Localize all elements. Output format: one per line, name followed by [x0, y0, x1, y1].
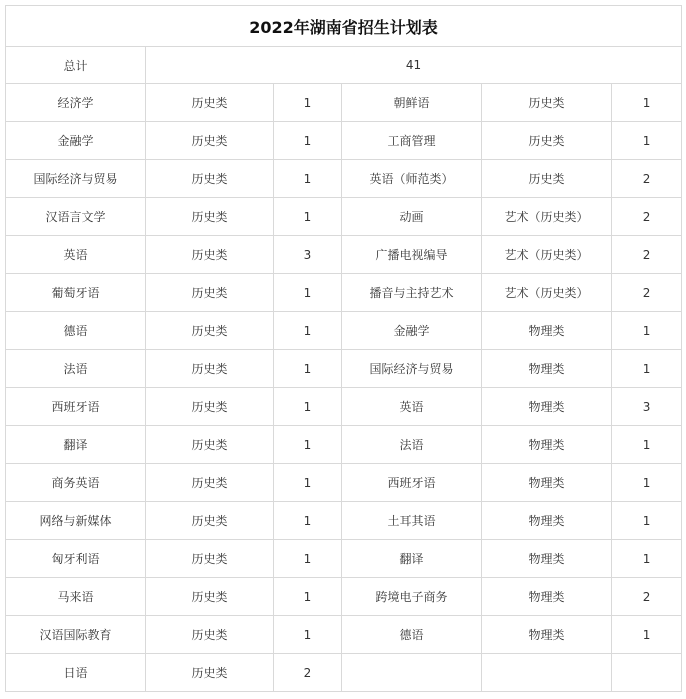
- table-row: [6, 654, 682, 692]
- left-major-cell: 国际经济与贸易: [6, 160, 146, 198]
- left-count-cell: 1: [274, 274, 342, 312]
- right-count-cell: 1: [612, 616, 682, 654]
- left-category-cell: 历史类: [146, 616, 274, 654]
- left-major-cell: 德语: [6, 312, 146, 350]
- table-body: [6, 6, 682, 692]
- left-major-cell: 网络与新媒体: [6, 502, 146, 540]
- right-major-cell: 金融学: [342, 312, 482, 350]
- left-count-cell: 1: [274, 312, 342, 350]
- left-count-cell: 1: [274, 578, 342, 616]
- left-major-cell: 日语: [6, 654, 146, 692]
- right-category-cell: 艺术（历史类）: [482, 274, 612, 312]
- right-count-cell: 2: [612, 160, 682, 198]
- left-category-cell: 历史类: [146, 426, 274, 464]
- left-category-cell: 历史类: [146, 350, 274, 388]
- left-count-cell: 1: [274, 198, 342, 236]
- left-major-cell: 汉语国际教育: [6, 616, 146, 654]
- table-row: [6, 388, 682, 426]
- left-major-cell: 翻译: [6, 426, 146, 464]
- table-row: [6, 502, 682, 540]
- right-major-cell: 国际经济与贸易: [342, 350, 482, 388]
- right-major-cell: 德语: [342, 616, 482, 654]
- total-label: 总计: [6, 47, 146, 84]
- table-row: [6, 274, 682, 312]
- left-category-cell: 历史类: [146, 578, 274, 616]
- total-value: 41: [146, 47, 682, 84]
- right-count-cell: [612, 654, 682, 692]
- right-count-cell: 2: [612, 198, 682, 236]
- right-major-cell: 广播电视编导: [342, 236, 482, 274]
- left-major-cell: 经济学: [6, 84, 146, 122]
- table-row: [6, 616, 682, 654]
- right-major-cell: 土耳其语: [342, 502, 482, 540]
- right-count-cell: 1: [612, 464, 682, 502]
- right-major-cell: 法语: [342, 426, 482, 464]
- right-count-cell: 1: [612, 84, 682, 122]
- left-major-cell: 金融学: [6, 122, 146, 160]
- table-row: [6, 312, 682, 350]
- left-count-cell: 1: [274, 388, 342, 426]
- right-category-cell: 物理类: [482, 426, 612, 464]
- right-category-cell: 历史类: [482, 84, 612, 122]
- right-count-cell: 1: [612, 312, 682, 350]
- left-count-cell: 1: [274, 350, 342, 388]
- left-category-cell: 历史类: [146, 160, 274, 198]
- right-count-cell: 1: [612, 540, 682, 578]
- right-major-cell: 英语（师范类）: [342, 160, 482, 198]
- right-count-cell: 2: [612, 578, 682, 616]
- right-category-cell: 历史类: [482, 122, 612, 160]
- right-category-cell: 物理类: [482, 350, 612, 388]
- right-count-cell: 1: [612, 350, 682, 388]
- left-category-cell: 历史类: [146, 274, 274, 312]
- left-count-cell: 1: [274, 426, 342, 464]
- table-row: [6, 350, 682, 388]
- right-major-cell: 工商管理: [342, 122, 482, 160]
- table-row: [6, 198, 682, 236]
- left-count-cell: 2: [274, 654, 342, 692]
- total-row: [6, 47, 682, 84]
- table-row: [6, 464, 682, 502]
- right-category-cell: 艺术（历史类）: [482, 236, 612, 274]
- left-category-cell: 历史类: [146, 388, 274, 426]
- left-count-cell: 1: [274, 122, 342, 160]
- right-major-cell: 播音与主持艺术: [342, 274, 482, 312]
- table-row: [6, 426, 682, 464]
- right-count-cell: 3: [612, 388, 682, 426]
- right-category-cell: 历史类: [482, 160, 612, 198]
- right-major-cell: 动画: [342, 198, 482, 236]
- left-category-cell: 历史类: [146, 236, 274, 274]
- table-title: 2022年湖南省招生计划表: [6, 6, 682, 47]
- left-major-cell: 马来语: [6, 578, 146, 616]
- left-major-cell: 匈牙利语: [6, 540, 146, 578]
- left-major-cell: 商务英语: [6, 464, 146, 502]
- right-count-cell: 1: [612, 502, 682, 540]
- right-category-cell: 物理类: [482, 464, 612, 502]
- title-row: [6, 6, 682, 47]
- right-major-cell: 英语: [342, 388, 482, 426]
- right-major-cell: [342, 654, 482, 692]
- right-count-cell: 2: [612, 236, 682, 274]
- right-category-cell: 物理类: [482, 540, 612, 578]
- right-count-cell: 2: [612, 274, 682, 312]
- left-count-cell: 1: [274, 84, 342, 122]
- left-category-cell: 历史类: [146, 84, 274, 122]
- left-category-cell: 历史类: [146, 122, 274, 160]
- left-major-cell: 葡萄牙语: [6, 274, 146, 312]
- left-major-cell: 汉语言文学: [6, 198, 146, 236]
- right-category-cell: 物理类: [482, 312, 612, 350]
- right-category-cell: 艺术（历史类）: [482, 198, 612, 236]
- table-row: [6, 578, 682, 616]
- left-count-cell: 1: [274, 464, 342, 502]
- right-major-cell: 翻译: [342, 540, 482, 578]
- table-row: [6, 236, 682, 274]
- right-category-cell: [482, 654, 612, 692]
- right-count-cell: 1: [612, 426, 682, 464]
- right-major-cell: 朝鲜语: [342, 84, 482, 122]
- left-count-cell: 1: [274, 616, 342, 654]
- table-row: [6, 160, 682, 198]
- left-major-cell: 西班牙语: [6, 388, 146, 426]
- right-category-cell: 物理类: [482, 616, 612, 654]
- left-count-cell: 1: [274, 160, 342, 198]
- left-category-cell: 历史类: [146, 502, 274, 540]
- left-count-cell: 3: [274, 236, 342, 274]
- left-category-cell: 历史类: [146, 198, 274, 236]
- right-category-cell: 物理类: [482, 388, 612, 426]
- left-count-cell: 1: [274, 540, 342, 578]
- left-major-cell: 法语: [6, 350, 146, 388]
- left-category-cell: 历史类: [146, 312, 274, 350]
- left-category-cell: 历史类: [146, 540, 274, 578]
- left-category-cell: 历史类: [146, 464, 274, 502]
- table-row: [6, 122, 682, 160]
- table-row: [6, 540, 682, 578]
- left-count-cell: 1: [274, 502, 342, 540]
- table-row: [6, 84, 682, 122]
- enrollment-plan-table: [5, 5, 682, 692]
- right-category-cell: 物理类: [482, 502, 612, 540]
- left-major-cell: 英语: [6, 236, 146, 274]
- left-category-cell: 历史类: [146, 654, 274, 692]
- right-category-cell: 物理类: [482, 578, 612, 616]
- right-major-cell: 跨境电子商务: [342, 578, 482, 616]
- right-count-cell: 1: [612, 122, 682, 160]
- right-major-cell: 西班牙语: [342, 464, 482, 502]
